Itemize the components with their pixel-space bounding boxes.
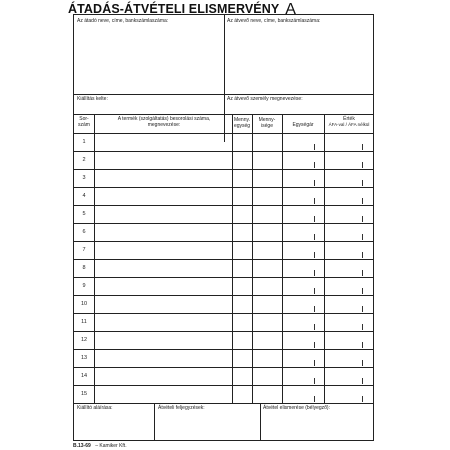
row-value-cell[interactable] [325, 188, 373, 205]
row-number: 3 [82, 175, 86, 181]
price-decimal-tick [314, 270, 315, 276]
row-unit-cell[interactable] [233, 332, 251, 349]
row-value-cell[interactable] [325, 260, 373, 277]
receipt-ack-field[interactable] [261, 412, 373, 439]
row-number: 5 [82, 211, 86, 217]
price-decimal-tick [314, 180, 315, 186]
price-decimal-tick [314, 252, 315, 258]
receiver-party-label: Az átvevő neve, címe, bankszámlaszáma: [227, 18, 321, 24]
row-number: 2 [82, 157, 86, 163]
row-unit-cell[interactable] [233, 206, 251, 223]
row-quantity-cell[interactable] [253, 170, 281, 187]
row-unit-price-cell[interactable] [283, 224, 323, 241]
row-quantity-cell[interactable] [253, 242, 281, 259]
row-product-cell[interactable] [95, 242, 231, 259]
row-number: 7 [82, 247, 86, 253]
party-section-divider [74, 94, 373, 95]
publisher-name: Kamiker Kft. [99, 443, 127, 449]
row-unit-cell[interactable] [233, 278, 251, 295]
row-product-cell[interactable] [95, 278, 231, 295]
row-number: 1 [82, 139, 86, 145]
price-decimal-tick [314, 234, 315, 240]
row-unit-price-cell[interactable] [283, 350, 323, 367]
row-unit-price-cell[interactable] [283, 170, 323, 187]
value-decimal-tick [362, 162, 363, 168]
row-product-cell[interactable] [95, 206, 231, 223]
price-decimal-tick [314, 378, 315, 384]
row-product-cell[interactable] [95, 368, 231, 385]
price-decimal-tick [314, 342, 315, 348]
row-unit-price-cell[interactable] [283, 386, 323, 403]
row-unit-price-cell[interactable] [283, 134, 323, 151]
row-number: 13 [80, 355, 88, 361]
col-header-quantity-unit: Menny. egység [233, 117, 251, 129]
price-decimal-tick [314, 144, 315, 150]
value-decimal-tick [362, 270, 363, 276]
issuer-signature-label: Kiállító aláírása: [77, 405, 113, 411]
row-value-cell[interactable] [325, 242, 373, 259]
row-unit-price-cell[interactable] [283, 278, 323, 295]
row-unit-cell[interactable] [233, 368, 251, 385]
row-unit-cell[interactable] [233, 260, 251, 277]
row-quantity-cell[interactable] [253, 314, 281, 331]
row-number: 6 [82, 229, 86, 235]
row-product-cell[interactable] [95, 332, 231, 349]
row-unit-price-cell[interactable] [283, 368, 323, 385]
row-value-cell[interactable] [325, 350, 373, 367]
form-code: B.13-69 [73, 443, 91, 449]
col-header-quantity: Menny- isége [258, 117, 276, 129]
row-unit-price-cell[interactable] [283, 260, 323, 277]
form-variant-letter: A [285, 1, 297, 18]
row-unit-cell[interactable] [233, 134, 251, 151]
row-quantity-cell[interactable] [253, 296, 281, 313]
footer-separator: – [95, 443, 98, 449]
receipt-form [73, 14, 374, 441]
receiving-remarks-field[interactable] [155, 412, 259, 439]
row-unit-price-cell[interactable] [283, 152, 323, 169]
row-product-cell[interactable] [95, 170, 231, 187]
value-decimal-tick [362, 324, 363, 330]
row-value-cell[interactable] [325, 332, 373, 349]
handover-party-label: Az átadó neve, címe, bankszámlaszáma: [77, 18, 169, 24]
value-decimal-tick [362, 234, 363, 240]
row-quantity-cell[interactable] [253, 278, 281, 295]
col-header-value-note: ÁFA-val / ÁFA nélkül [328, 122, 370, 127]
row-unit-cell[interactable] [233, 170, 251, 187]
row-quantity-cell[interactable] [253, 350, 281, 367]
row-quantity-cell[interactable] [253, 260, 281, 277]
issue-date-label: Kiállítás kelte: [77, 96, 108, 102]
value-decimal-tick [362, 180, 363, 186]
row-unit-price-cell[interactable] [283, 206, 323, 223]
table-top-border [74, 114, 373, 115]
row-quantity-cell[interactable] [253, 152, 281, 169]
row-unit-price-cell[interactable] [283, 314, 323, 331]
value-decimal-tick [362, 378, 363, 384]
price-decimal-tick [314, 198, 315, 204]
row-unit-price-cell[interactable] [283, 242, 323, 259]
row-unit-price-cell[interactable] [283, 188, 323, 205]
row-value-cell[interactable] [325, 314, 373, 331]
row-unit-cell[interactable] [233, 224, 251, 241]
row-unit-cell[interactable] [233, 314, 251, 331]
received-person-label: Az átvevő személy megnevezése: [227, 96, 303, 102]
row-number: 15 [80, 391, 88, 397]
receiver-party-field[interactable] [225, 25, 373, 93]
row-unit-cell[interactable] [233, 152, 251, 169]
row-unit-price-cell[interactable] [283, 296, 323, 313]
price-decimal-tick [314, 288, 315, 294]
price-decimal-tick [314, 360, 315, 366]
value-decimal-tick [362, 198, 363, 204]
row-unit-cell[interactable] [233, 386, 251, 403]
row-value-cell[interactable] [325, 134, 373, 151]
row-number: 10 [80, 301, 88, 307]
row-quantity-cell[interactable] [253, 224, 281, 241]
row-number: 9 [82, 283, 86, 289]
receiving-remarks-label: Átvételi feljegyzések: [158, 405, 205, 411]
row-quantity-cell[interactable] [253, 134, 281, 151]
row-value-cell[interactable] [325, 170, 373, 187]
row-value-cell[interactable] [325, 296, 373, 313]
handover-party-field[interactable] [75, 25, 223, 93]
row-product-cell[interactable] [95, 350, 231, 367]
row-value-cell[interactable] [325, 386, 373, 403]
value-decimal-tick [362, 144, 363, 150]
value-decimal-tick [362, 342, 363, 348]
value-decimal-tick [362, 216, 363, 222]
row-quantity-cell[interactable] [253, 188, 281, 205]
value-decimal-tick [362, 360, 363, 366]
row-quantity-cell[interactable] [253, 368, 281, 385]
issuer-signature-field[interactable] [75, 412, 153, 439]
col-header-product: A termék (szolgáltatás) besorolási száma, megnevezése: [117, 116, 211, 128]
row-product-cell[interactable] [95, 152, 231, 169]
receipt-ack-label: Átvétel elismerése (bélyegző): [263, 405, 330, 411]
title-text: ÁTADÁS-ÁTVÉTELI ELISMERVÉNY [68, 2, 280, 16]
row-product-cell[interactable] [95, 314, 231, 331]
row-value-cell[interactable] [325, 224, 373, 241]
row-number: 11 [81, 319, 87, 325]
col-header-serial: Sor- szám [78, 116, 90, 128]
row-number: 4 [82, 193, 86, 199]
value-decimal-tick [362, 306, 363, 312]
row-unit-cell[interactable] [233, 242, 251, 259]
value-decimal-tick [362, 252, 363, 258]
price-decimal-tick [314, 324, 315, 330]
value-decimal-tick [362, 396, 363, 402]
row-value-cell[interactable] [325, 368, 373, 385]
row-number: 8 [82, 265, 86, 271]
col-header-unit-price: Egységár [292, 122, 314, 128]
row-value-cell[interactable] [325, 206, 373, 223]
price-decimal-tick [314, 306, 315, 312]
price-decimal-tick [314, 162, 315, 168]
row-quantity-cell[interactable] [253, 386, 281, 403]
form-footer [73, 442, 127, 450]
row-quantity-cell[interactable] [253, 332, 281, 349]
row-number: 12 [80, 337, 88, 343]
value-decimal-tick [362, 288, 363, 294]
row-value-cell[interactable] [325, 152, 373, 169]
row-unit-cell[interactable] [233, 350, 251, 367]
row-product-cell[interactable] [95, 296, 231, 313]
price-decimal-tick [314, 396, 315, 402]
row-product-cell[interactable] [95, 134, 231, 151]
row-number: 14 [80, 373, 88, 379]
row-product-cell[interactable] [95, 188, 231, 205]
signature-section-top [74, 403, 373, 404]
row-product-cell[interactable] [95, 224, 231, 241]
row-value-cell[interactable] [325, 278, 373, 295]
row-product-cell[interactable] [95, 260, 231, 277]
row-unit-price-cell[interactable] [283, 332, 323, 349]
row-unit-cell[interactable] [233, 296, 251, 313]
row-unit-cell[interactable] [233, 188, 251, 205]
col-header-value: Érték [343, 116, 355, 122]
price-decimal-tick [314, 216, 315, 222]
row-product-cell[interactable] [95, 386, 231, 403]
row-quantity-cell[interactable] [253, 206, 281, 223]
